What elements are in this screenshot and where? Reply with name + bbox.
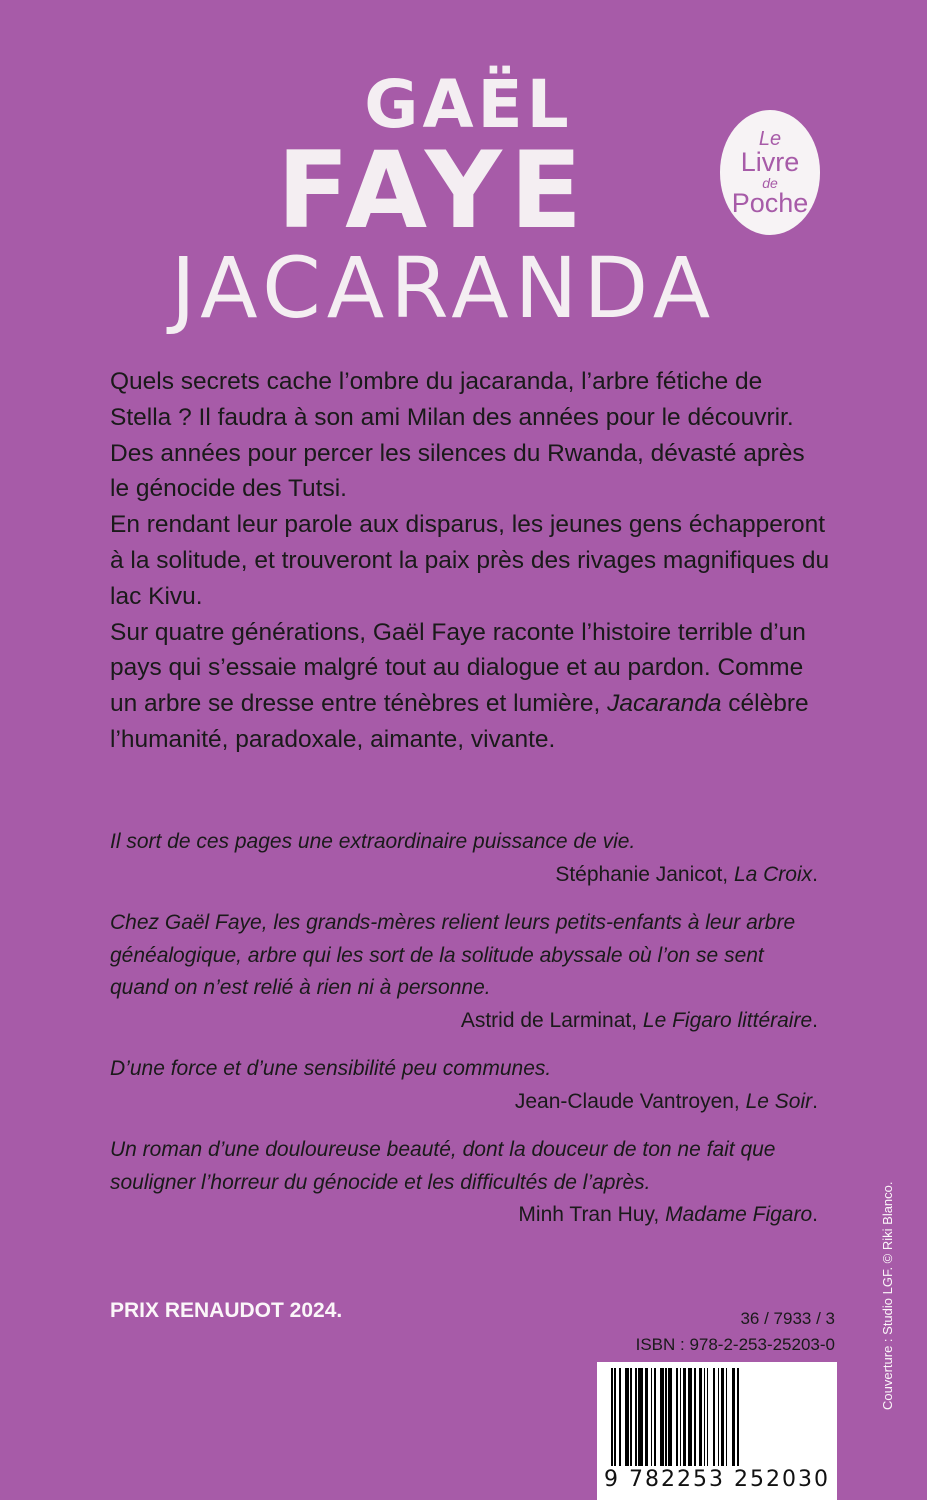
quote-publication: Le Soir: [745, 1089, 813, 1113]
blurb-paragraph-2: En rendant leur parole aux disparus, les jeunes gens échapperont à la solitude, et trouveront la paix près des rivages magnifiques du lac Kivu.: [110, 511, 830, 610]
quote-end: .: [812, 1089, 818, 1113]
press-quote: [110, 1053, 818, 1118]
isbn: ISBN : 978-2-253-25203-0: [635, 1335, 835, 1354]
author-last-name: FAYE: [276, 129, 591, 252]
author-first-name: GAËL: [364, 66, 573, 143]
press-quotes: [110, 826, 818, 1248]
quote-source: [110, 1086, 818, 1119]
publisher-logo-livre: Livre: [740, 146, 800, 177]
publisher-logo-poche: Poche: [731, 187, 809, 218]
barcode-number: 9 782253 252030: [604, 1467, 830, 1492]
blurb-p3-title: Jacaranda: [607, 690, 722, 718]
blurb-p3-end: célèbre l’humanité, paradoxale, aimante, vivante.: [110, 690, 809, 753]
quote-end: .: [812, 862, 818, 886]
publisher-logo-de: de: [762, 174, 778, 191]
quote-author: Jean-Claude Vantroyen,: [514, 1089, 746, 1113]
cover-credit: Couverture : Studio LGF. © Riki Blanco.: [880, 1181, 895, 1410]
quote-end: .: [812, 1203, 818, 1226]
quote-source: [110, 1199, 818, 1232]
book-codes: [636, 1306, 835, 1358]
quote-text: Chez Gaël Faye, les grands-mères relient leurs petits-enfants à leur arbre généalogique, arbre qui les sort de la solitude abyssale où l’on se sent quand on n’est relié à rien ni à personne.: [110, 911, 796, 999]
press-quote: [110, 1134, 818, 1232]
barcode-bars: [611, 1368, 825, 1466]
quote-publication: Le Figaro littéraire: [642, 1008, 813, 1032]
prize-label: PRIX RENAUDOT 2024.: [110, 1299, 343, 1322]
blurb-p3-start: Sur quatre générations, Gaël Faye raconte l’histoire terrible d’un pays qui s’essaie malgré tout au dialogue et au pardon. Comme un arbre se dresse entre ténèbres et lumière,: [110, 618, 806, 718]
publisher-logo-le: Le: [758, 127, 782, 150]
quote-text: Un roman d’une douloureuse beauté, dont la douceur de ton ne fait que souligner l’horreur du génocide et les difficultés de l’après.: [110, 1138, 776, 1194]
quote-publication: Madame Figaro: [665, 1203, 813, 1226]
quote-text: Il sort de ces pages une extraordinaire puissance de vie.: [110, 830, 636, 853]
barcode: [597, 1362, 837, 1500]
blurb-paragraph-3: [110, 615, 830, 758]
press-quote: [110, 907, 818, 1037]
quote-end: .: [812, 1008, 818, 1032]
quote-author: Minh Tran Huy,: [518, 1203, 666, 1226]
quote-author: Astrid de Larminat,: [460, 1008, 643, 1032]
catalog-code: 36 / 7933 / 3: [740, 1309, 835, 1328]
quote-author: Stéphanie Janicot,: [555, 862, 734, 886]
blurb: [110, 364, 830, 758]
quote-source: [110, 859, 818, 892]
quote-publication: La Croix: [733, 862, 813, 886]
book-title: JACARANDA: [170, 239, 717, 337]
press-quote: [110, 826, 818, 891]
publisher-logo: [720, 110, 820, 235]
blurb-paragraph-1: Quels secrets cache l’ombre du jacaranda, l’arbre fétiche de Stella ? Il faudra à son ami Milan des années pour le découvrir. Des années pour percer les silences du Rwanda, dévasté après le génocide des Tutsi.: [110, 368, 805, 503]
quote-source: [110, 1005, 818, 1038]
quote-text: D’une force et d’une sensibilité peu communes.: [110, 1057, 552, 1080]
